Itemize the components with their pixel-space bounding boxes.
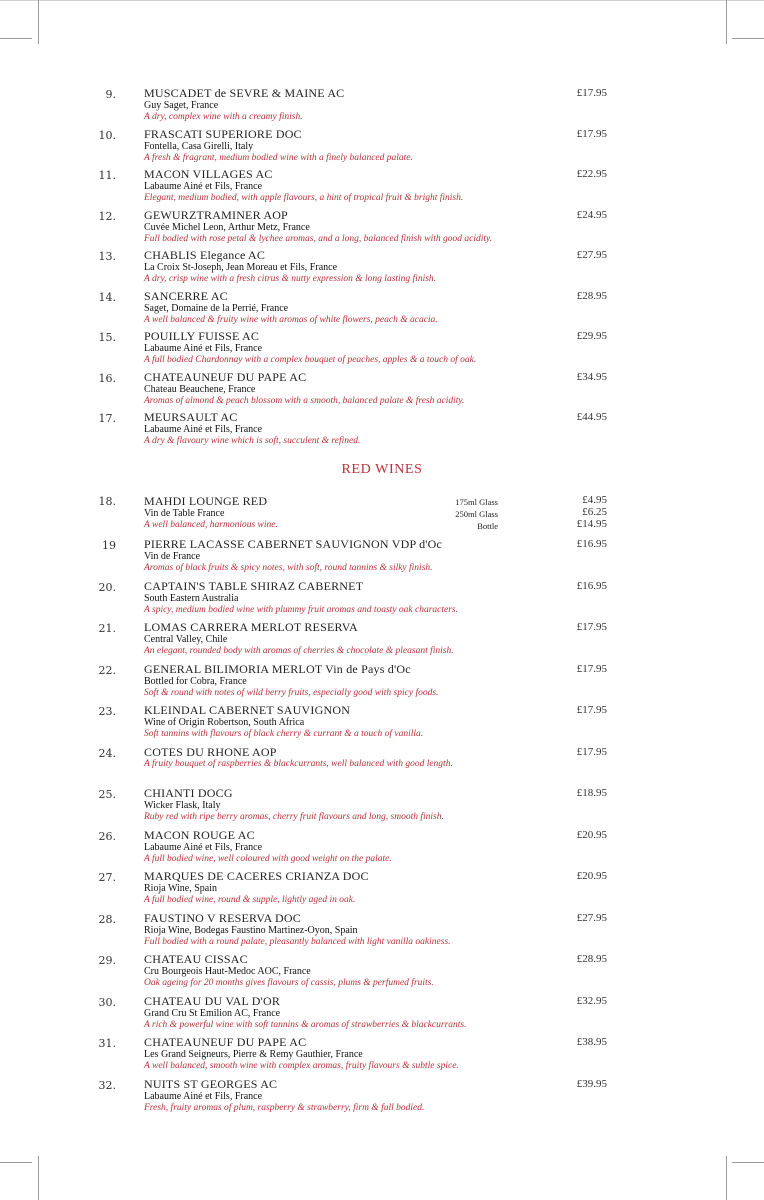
wine-name: POUILLY FUISSE AC: [144, 329, 260, 343]
wine-description: Ruby red with ripe berry aromas, cherry fruit flavours and long, smooth finish.: [144, 812, 444, 822]
wine-price: £6.25: [582, 506, 607, 518]
wine-number: 21.: [98, 622, 116, 635]
wine-price: £32.95: [576, 994, 607, 1007]
wine-price: £16.95: [576, 579, 607, 592]
wine-number: 11.: [98, 169, 116, 182]
wine-description: A dry, complex wine with a creamy finish.: [144, 112, 303, 122]
crop-mark: [732, 38, 764, 39]
wine-number: 15.: [98, 331, 116, 344]
wine-name: MAHDI LOUNGE RED: [144, 494, 268, 508]
wine-description: A fruity bouquet of raspberries & blackcurrants, well balanced with good length.: [144, 758, 453, 769]
wine-name: NUITS ST GEORGES AC: [144, 1076, 278, 1091]
wine-price: £29.95: [576, 330, 607, 342]
wine-origin: Grand Cru St Emilion AC, France: [144, 1007, 281, 1019]
wine-name: FRASCATI SUPERIORE DOC: [144, 126, 302, 141]
wine-name: CHATEAUNEUF DU PAPE AC: [144, 1035, 307, 1049]
wine-description: A spicy, medium bodied wine with plummy fruit aromas and toasty oak characters.: [144, 604, 459, 615]
wine-description: A well balanced, harmonious wine.: [144, 520, 278, 530]
page-edge: [0, 0, 764, 1]
wine-number: 26.: [98, 829, 116, 843]
wine-number: 23.: [98, 705, 116, 718]
wine-price: £17.95: [576, 127, 607, 140]
crop-mark: [0, 1162, 32, 1163]
wine-description: Soft & round with notes of wild berry fruits, especially good with spicy foods.: [144, 687, 439, 698]
wine-origin: Rioja Wine, Bodegas Faustino Martinez-Oyon, Spain: [144, 924, 358, 936]
wine-name: CHATEAUNEUF DU PAPE AC: [144, 369, 307, 384]
wine-price: £28.95: [576, 289, 607, 302]
wine-number: 20.: [98, 580, 116, 594]
wine-description: Aromas of almond & peach blossom with a smooth, balanced palate & fresh acidity.: [144, 395, 465, 406]
wine-origin: South Eastern Australia: [144, 592, 239, 604]
wine-description: A full bodied wine, round & supple, lightly aged in oak.: [144, 895, 356, 905]
wine-name: GENERAL BILIMORIA MERLOT Vin de Pays d'Oc: [144, 661, 411, 676]
serving-size: 175ml Glass: [455, 497, 498, 507]
crop-mark: [732, 1162, 764, 1163]
wine-number: 9.: [105, 88, 116, 101]
crop-mark: [38, 1156, 39, 1200]
wine-price: £27.95: [576, 249, 607, 261]
wine-number: 17.: [98, 412, 116, 425]
crop-mark: [38, 0, 39, 44]
wine-name: CHATEAU CISSAC: [144, 952, 248, 966]
wine-description: Oak ageing for 20 months gives flavours of cassis, plums & perfumed fruits.: [144, 978, 434, 988]
wine-origin: Wicker Flask, Italy: [144, 800, 221, 811]
wine-origin: Vin de Table France: [144, 508, 225, 519]
wine-number: 27.: [98, 871, 116, 884]
wine-number: 19: [102, 539, 116, 552]
wine-price: £20.95: [576, 870, 607, 882]
wine-origin: Fontella, Casa Girelli, Italy: [144, 140, 254, 152]
wine-price: £17.95: [576, 621, 607, 633]
wine-origin: Labaume Ainé et Fils, France: [144, 424, 263, 435]
wine-price: £22.95: [576, 168, 607, 180]
wine-number: 10.: [98, 128, 116, 142]
wine-price: £16.95: [576, 538, 607, 550]
wine-number: 28.: [98, 912, 116, 926]
wine-number: 30.: [98, 995, 116, 1009]
wine-description: A well balanced & fruity wine with aromas of white flowers, peach & acacia.: [144, 314, 438, 325]
wine-number: 13.: [98, 250, 116, 263]
wine-number: 18.: [98, 495, 116, 508]
wine-price: £17.95: [576, 662, 607, 675]
crop-mark: [726, 1156, 727, 1200]
wine-origin: Central Valley, Chile: [144, 634, 228, 645]
wine-name: CHATEAU DU VAL D'OR: [144, 993, 281, 1008]
wine-price: £17.95: [576, 87, 607, 99]
wine-price: £28.95: [576, 953, 607, 965]
wine-name: MEURSAULT AC: [144, 410, 238, 424]
wine-name: KLEINDAL CABERNET SAUVIGNON: [144, 703, 351, 717]
section-title-red-wines: RED WINES: [341, 462, 423, 477]
wine-origin: Saget, Domaine de la Perrié, France: [144, 302, 289, 314]
wine-price: £20.95: [576, 828, 607, 841]
wine-number: 14.: [98, 290, 116, 304]
wine-price: £34.95: [576, 370, 607, 383]
wine-price: £24.95: [576, 208, 607, 221]
wine-description: A rich & powerful wine with soft tannins & aromas of strawberries & blackcurrants.: [144, 1019, 467, 1030]
wine-description: Elegant, medium bodied, with apple flavours, a hint of tropical fruit & bright finish.: [144, 193, 464, 203]
wine-number: 32.: [98, 1078, 116, 1092]
wine-description: Full bodied with rose petal & lychee aromas, and a long, balanced finish with good acidity.: [144, 233, 493, 244]
wine-origin: Labaume Ainé et Fils, France: [144, 181, 263, 192]
wine-description: A full bodied wine, well coloured with good weight on the palate.: [144, 853, 392, 864]
wine-origin: Cru Bourgeois Haut-Medoc AOC, France: [144, 966, 311, 977]
wine-number: 31.: [98, 1037, 116, 1050]
wine-origin: Bottled for Cobra, France: [144, 675, 247, 687]
wine-price: £4.95: [582, 494, 607, 506]
serving-size: 250ml Glass: [455, 509, 498, 519]
wine-name: SANCERRE AC: [144, 288, 228, 303]
crop-mark: [726, 0, 727, 44]
wine-price: £44.95: [576, 411, 607, 423]
wine-name: COTES DU RHONE AOP: [144, 744, 277, 759]
wine-origin: Labaume Ainé et Fils, France: [144, 841, 263, 853]
wine-description: A well balanced, smooth wine with complex aromas, fruity flavours & subtle spice.: [144, 1061, 459, 1071]
wine-description: A dry, crisp wine with a fresh citrus & nutty expression & long lasting finish.: [144, 274, 437, 284]
wine-description: A full bodied Chardonnay with a complex bouquet of peaches, apples & a touch of oak.: [144, 355, 477, 365]
wine-number: 22.: [98, 663, 116, 677]
wine-number: 25.: [98, 788, 116, 801]
wine-number: 12.: [98, 209, 116, 223]
wine-name: MACON VILLAGES AC: [144, 167, 273, 181]
wine-price: £17.95: [576, 745, 607, 758]
wine-description: Aromas of black fruits & spicy notes, with soft, round tannins & silky finish.: [144, 563, 433, 573]
wine-price: £38.95: [576, 1036, 607, 1048]
wine-origin: Wine of Origin Robertson, South Africa: [144, 717, 305, 728]
wine-name: GEWURZTRAMINER AOP: [144, 207, 288, 222]
wine-origin: Cuvée Michel Leon, Arthur Metz, France: [144, 221, 310, 233]
wine-description: An elegant, rounded body with aromas of cherries & chocolate & pleasant finish.: [144, 646, 454, 656]
wine-name: CHABLIS Elegance AC: [144, 248, 266, 262]
wine-origin: La Croix St-Joseph, Jean Moreau et Fils, France: [144, 262, 338, 273]
wine-price: £39.95: [576, 1077, 607, 1090]
wine-description: A dry & flavoury wine which is soft, succulent & refined.: [144, 436, 361, 446]
wine-origin: Rioja Wine, Spain: [144, 883, 218, 894]
wine-number: 16.: [98, 371, 116, 385]
wine-price: £17.95: [576, 704, 607, 716]
wine-name: MARQUES DE CACERES CRIANZA DOC: [144, 869, 369, 883]
wine-origin: Chateau Beauchene, France: [144, 383, 256, 395]
wine-description: Full bodied with a round palate, pleasantly balanced with light vanilla oakiness.: [144, 936, 451, 947]
wine-description: A fresh & fragrant, medium bodied wine with a finely balanced palate.: [144, 152, 413, 163]
wine-origin: Labaume Ainé et Fils, France: [144, 343, 263, 354]
wine-name: MUSCADET de SEVRE & MAINE AC: [144, 86, 345, 100]
wine-price: £14.95: [576, 518, 607, 530]
wine-price: £27.95: [576, 911, 607, 924]
wine-origin: Les Grand Seigneurs, Pierre & Remy Gauthier, France: [144, 1049, 363, 1060]
wine-description: Fresh, fruity aromas of plum, raspberry & strawberry, firm & full bodied.: [144, 1102, 425, 1113]
wine-description: Soft tannins with flavours of black cherry & currant & a touch of vanilla.: [144, 729, 424, 739]
wine-origin: Guy Saget, France: [144, 100, 219, 111]
wine-origin: Labaume Ainé et Fils, France: [144, 1090, 263, 1102]
wine-origin: Vin de France: [144, 551, 201, 562]
serving-size: Bottle: [477, 521, 498, 531]
wine-name: PIERRE LACASSE CABERNET SAUVIGNON VDP d'Oc: [144, 537, 443, 551]
wine-name: LOMAS CARRERA MERLOT RESERVA: [144, 620, 358, 634]
wine-name: CAPTAIN'S TABLE SHIRAZ CABERNET: [144, 578, 364, 593]
wine-price: £18.95: [576, 787, 607, 799]
wine-name: MACON ROUGE AC: [144, 827, 255, 842]
crop-mark: [0, 38, 32, 39]
wine-number: 24.: [98, 746, 116, 760]
wine-number: 29.: [98, 954, 116, 967]
wine-name: CHIANTI DOCG: [144, 786, 233, 800]
wine-name: FAUSTINO V RESERVA DOC: [144, 910, 301, 925]
